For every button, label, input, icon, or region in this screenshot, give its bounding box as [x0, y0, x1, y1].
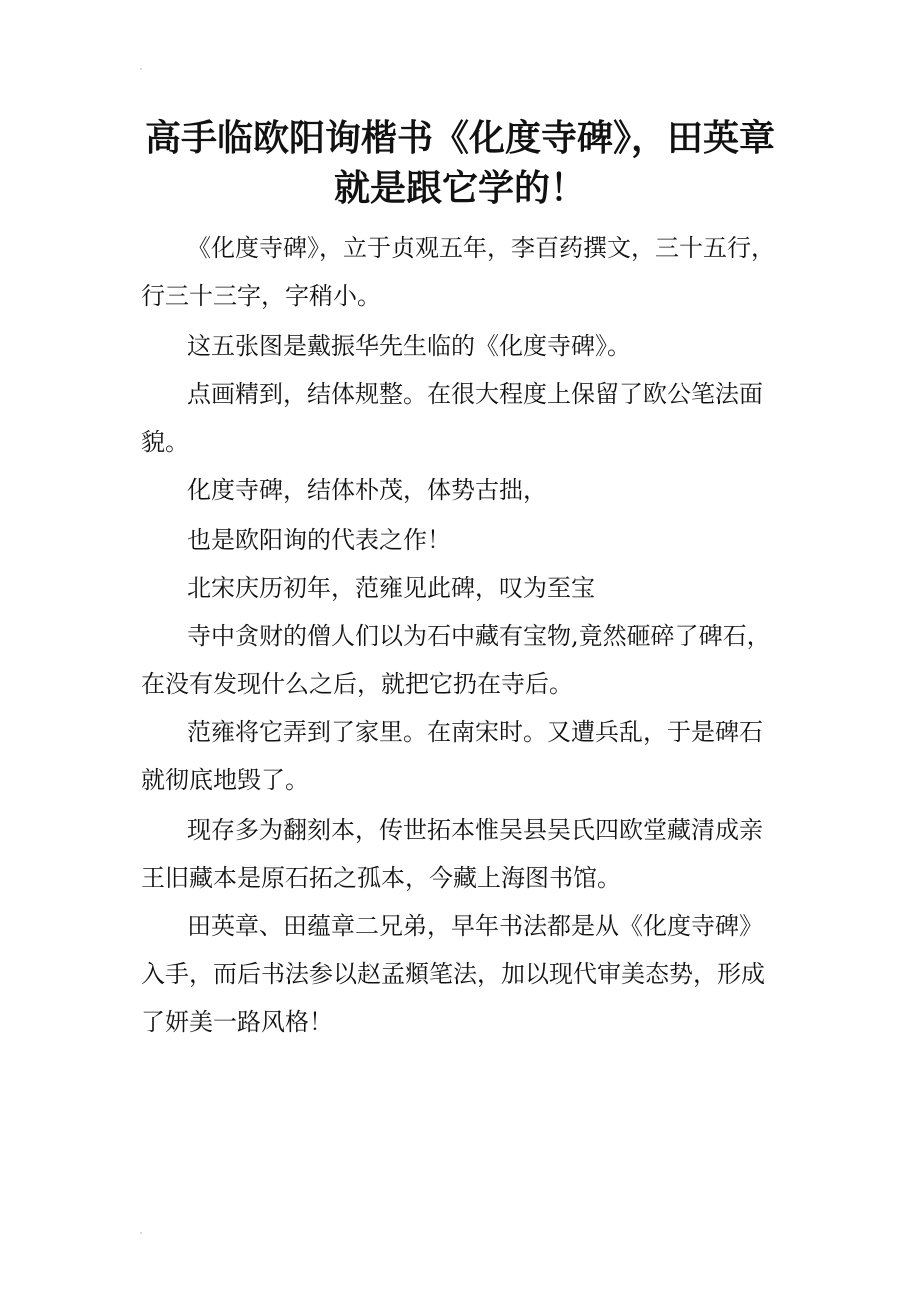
- paragraph-line: 范雍将它弄到了家里。在南宋时。又遭兵乱，于是碑石: [187, 718, 763, 746]
- paragraph-line: 貌。: [141, 428, 189, 456]
- paragraph-line: 田英章、田蕴章二兄弟，早年书法都是从《化度寺碑》: [187, 912, 763, 940]
- scan-mark: [140, 68, 142, 70]
- paragraph-line: 王旧藏本是原石拓之孤本，今藏上海图书馆。: [141, 864, 621, 892]
- paragraph-line: 了妍美一路风格！: [141, 1008, 333, 1036]
- paragraph-line: 这五张图是戴振华先生临的《化度寺碑》。: [187, 332, 631, 360]
- paragraph-line: 现存多为翻刻本，传世拓本惟吴县吴氏四欧堂藏清成亲: [187, 816, 763, 844]
- paragraph-line: 《化度寺碑》，立于贞观五年，李百药撰文，三十五行，: [187, 234, 775, 262]
- scan-mark: [140, 1232, 142, 1234]
- title-line-1: 高手临欧阳询楷书《化度寺碑》，田英章: [144, 117, 775, 159]
- paragraph-line: 也是欧阳询的代表之作！: [187, 526, 451, 554]
- paragraph-line: 在没有发现什么之后，就把它扔在寺后。: [141, 670, 573, 698]
- paragraph-line: 入手，而后书法参以赵孟頫笔法，加以现代审美态势，形成: [141, 960, 765, 988]
- title-line-2: 就是跟它学的！: [333, 167, 586, 209]
- paragraph-line: 化度寺碑，结体朴茂，体势古拙，: [187, 476, 547, 504]
- paragraph-line: 点画精到，结体规整。在很大程度上保留了欧公笔法面: [187, 380, 763, 408]
- paragraph-line: 寺中贪财的僧人们以为石中藏有宝物,竟然砸碎了碑石，: [187, 622, 771, 650]
- paragraph-line: 就彻底地毁了。: [141, 766, 309, 794]
- paragraph-line: 行三十三字，字稍小。: [141, 282, 381, 310]
- paragraph-line: 北宋庆历初年，范雍见此碑，叹为至宝: [187, 574, 595, 602]
